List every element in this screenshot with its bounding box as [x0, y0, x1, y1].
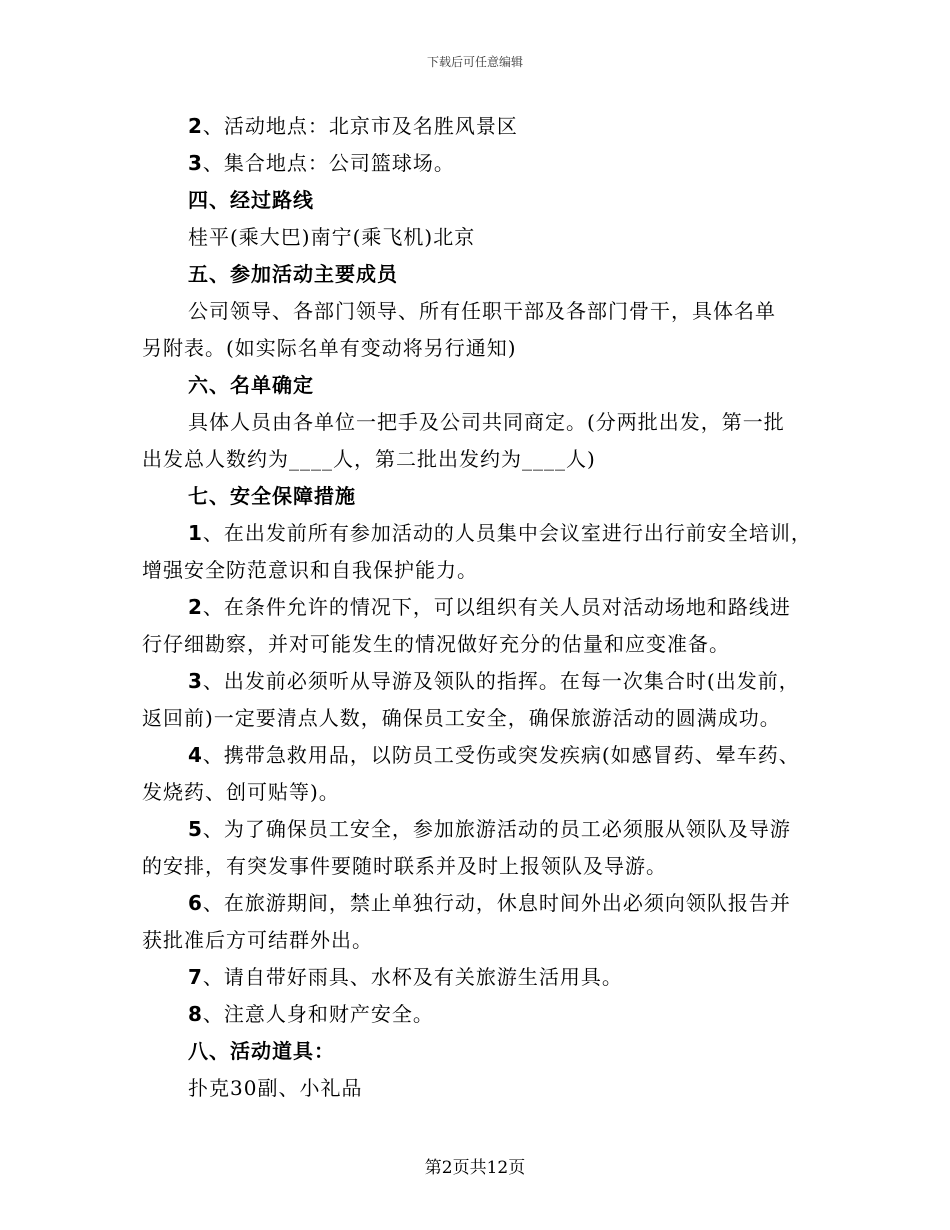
safety-item-1-line2: 增强安全防范意识和自我保护能力。: [142, 558, 478, 582]
safety-item-5-line2: 的安排，有突发事件要随时联系并及时上报领队及导游。: [142, 854, 667, 878]
item-text: 、活动地点：北京市及名胜风景区: [202, 114, 518, 138]
item-number: 2: [188, 114, 203, 138]
paragraph-members-line1: 公司领导、各部门领导、所有任职干部及各部门骨干，具体名单: [188, 299, 776, 323]
paragraph-props: 扑克30副、小礼品: [188, 1076, 363, 1100]
item-number: 3: [188, 151, 203, 175]
safety-item-3-line1: [142, 663, 812, 700]
item-number: 2: [188, 595, 203, 619]
safety-item-1-line1: [142, 515, 812, 552]
item-number: 1: [188, 521, 203, 545]
paragraph-activity-location: [142, 108, 812, 145]
item-text: 、在旅游期间，禁止单独行动，休息时间外出必须向领队报告并: [202, 891, 791, 915]
item-text: 、为了确保员工安全，参加旅游活动的员工必须服从领队及导游: [202, 817, 791, 841]
section-heading-safety: 七、安全保障措施: [188, 484, 356, 508]
item-text: 、在出发前所有参加活动的人员集中会议室进行出行前安全培训，: [202, 521, 812, 545]
item-text: 、携带急救用品，以防员工受伤或突发疾病(如感冒药、晕车药、: [202, 743, 800, 767]
safety-item-4-line1: [142, 737, 812, 774]
item-text: 、出发前必须听从导游及领队的指挥。在每一次集合时(出发前，: [202, 669, 800, 693]
item-number: 7: [188, 965, 203, 989]
safety-item-4-line2: 发烧药、创可贴等)。: [142, 780, 340, 804]
paragraph-list-line2: 出发总人数约为____人，第二批出发约为____人): [142, 447, 596, 471]
section-heading-members: 五、参加活动主要成员: [188, 262, 398, 286]
item-number: 5: [188, 817, 203, 841]
safety-item-2-line1: [142, 589, 812, 626]
item-text: 、集合地点：公司篮球场。: [202, 151, 455, 175]
safety-item-2-line2: 行仔细勘察，并对可能发生的情况做好充分的估量和应变准备。: [142, 632, 730, 656]
page-number: 第2页共12页: [424, 1158, 526, 1178]
item-text: 、注意人身和财产安全。: [202, 1002, 434, 1026]
document-body: [142, 108, 812, 1107]
item-number: 3: [188, 669, 203, 693]
paragraph-gathering-location: [142, 145, 812, 182]
safety-item-5-line1: [142, 811, 812, 848]
paragraph-route: 桂平(乘大巴)南宁(乘飞机)北京: [188, 225, 476, 249]
paragraph-list-line1: 具体人员由各单位一把手及公司共同商定。(分两批出发，第一批: [188, 410, 785, 434]
paragraph-members-line2: 另附表。(如实际名单有变动将另行通知): [142, 336, 517, 360]
safety-item-6-line1: [142, 885, 812, 922]
safety-item-7: [142, 959, 812, 996]
section-heading-route: 四、经过路线: [188, 188, 314, 212]
section-heading-list: 六、名单确定: [188, 373, 314, 397]
item-text: 、在条件允许的情况下，可以组织有关人员对活动场地和路线进: [202, 595, 791, 619]
header-note: 下载后可任意编辑: [426, 55, 523, 69]
item-number: 8: [188, 1002, 203, 1026]
safety-item-3-line2: 返回前)一定要清点人数，确保员工安全，确保旅游活动的圆满成功。: [142, 706, 781, 730]
item-number: 6: [188, 891, 203, 915]
item-number: 4: [188, 743, 203, 767]
safety-item-8: [142, 996, 812, 1033]
safety-item-6-line2: 获批准后方可结群外出。: [142, 928, 373, 952]
item-text: 、请自带好雨具、水杯及有关旅游生活用具。: [202, 965, 623, 989]
section-heading-props: 八、活动道具：: [188, 1039, 335, 1063]
